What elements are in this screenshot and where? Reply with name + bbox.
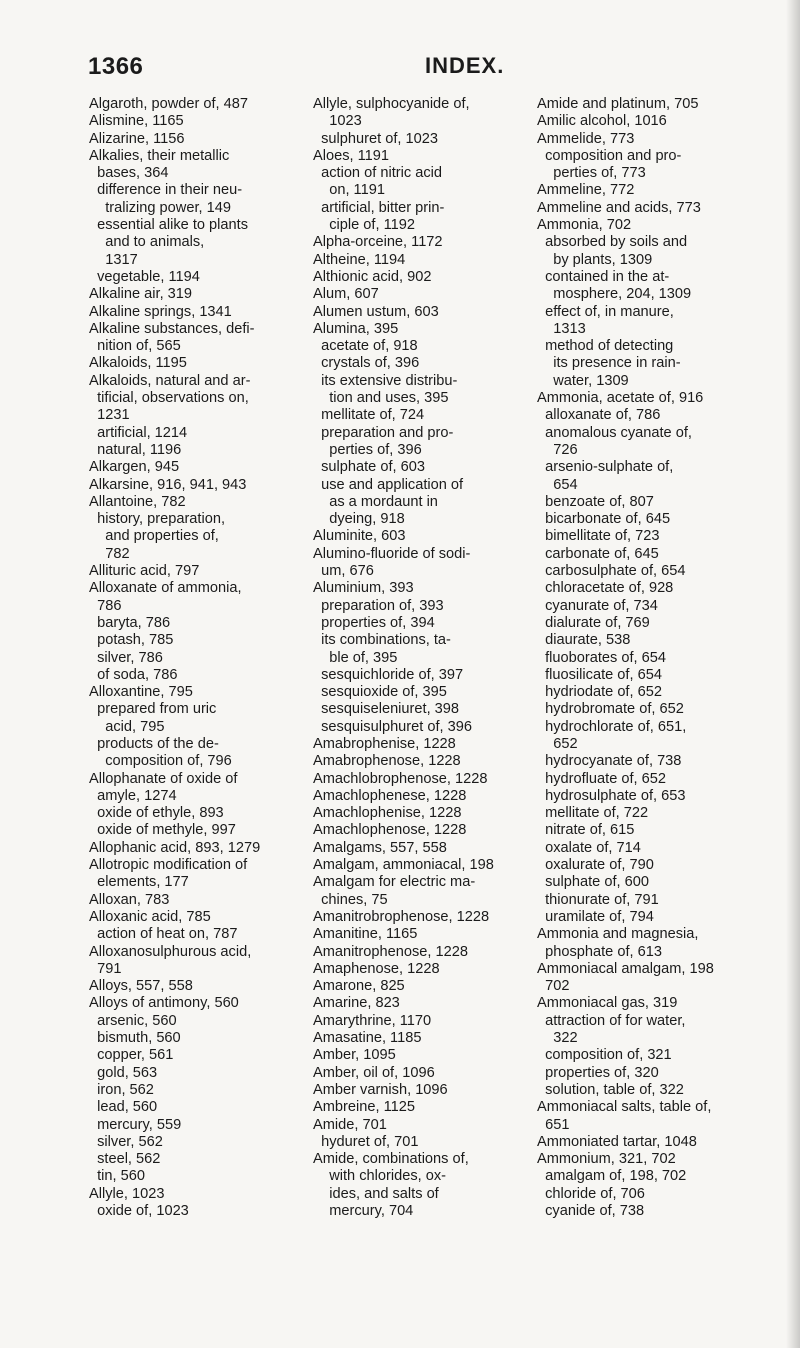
- index-entry: Alkaline springs, 1341: [89, 303, 232, 320]
- index-entry: Alumina, 395: [313, 320, 399, 337]
- index-entry: Amber varnish, 1096: [313, 1081, 448, 1098]
- index-entry: Amachlobrophenose, 1228: [313, 770, 488, 787]
- page-edge-shadow: [786, 0, 800, 1348]
- index-entry: water, 1309: [537, 372, 629, 389]
- index-entry: with chlorides, ox-: [313, 1168, 447, 1185]
- index-entry: Alloys, 557, 558: [89, 978, 193, 995]
- index-entry: ble of, 395: [313, 649, 398, 666]
- index-entry: essential alike to plants: [89, 217, 248, 234]
- index-entry: Allantoine, 782: [89, 493, 186, 510]
- index-entry: ides, and salts of: [313, 1185, 439, 1202]
- index-entry: Amanitrophenose, 1228: [313, 943, 468, 960]
- index-entry: Amarone, 825: [313, 978, 405, 995]
- index-entry: Alkarsine, 916, 941, 943: [89, 476, 247, 493]
- running-head: INDEX.: [425, 53, 505, 78]
- index-entry: fluoborates of, 654: [537, 649, 666, 666]
- index-entry: Ambreine, 1125: [313, 1099, 415, 1116]
- index-entry: Ammoniacal amalgam, 198: [537, 960, 714, 977]
- index-entry: arsenio-sulphate of,: [537, 459, 674, 476]
- index-entry: cyanide of, 738: [537, 1203, 645, 1219]
- index-entry: natural, 1196: [89, 441, 182, 458]
- index-entry: Amber, 1095: [313, 1047, 396, 1064]
- index-entry: diaurate, 538: [537, 632, 631, 649]
- index-column-2: [313, 96, 523, 1220]
- index-entry: sesquichloride of, 397: [313, 666, 464, 683]
- index-entry: Ammonia and magnesia,: [537, 926, 699, 943]
- index-entry: cyanurate of, 734: [537, 597, 658, 614]
- index-entry: mercury, 704: [313, 1203, 414, 1219]
- index-entry: its presence in rain-: [537, 355, 681, 372]
- index-entry: benzoate of, 807: [537, 493, 654, 510]
- index-entry: Allophanic acid, 893, 1279: [89, 839, 261, 856]
- index-entry: iron, 562: [89, 1081, 154, 1098]
- index-entry: composition of, 796: [89, 753, 232, 770]
- index-entry: Alkaloids, natural and ar-: [89, 372, 251, 389]
- index-entry: Alizarine, 1156: [89, 130, 185, 147]
- index-entry: action of nitric acid: [313, 165, 442, 182]
- index-entry: on, 1191: [313, 182, 385, 199]
- index-entry: Amasatine, 1185: [313, 1030, 422, 1047]
- index-entry: 1317: [89, 251, 138, 268]
- index-entry: 654: [537, 476, 578, 493]
- index-entry: preparation of, 393: [313, 597, 444, 614]
- index-entry: carbonate of, 645: [537, 545, 659, 562]
- index-entry: 652: [537, 735, 578, 752]
- index-entry: composition of, 321: [537, 1047, 672, 1064]
- index-entry: sulphate of, 603: [313, 459, 425, 476]
- index-entry: 726: [537, 441, 578, 458]
- index-entry: carbosulphate of, 654: [537, 563, 686, 580]
- index-entry: Ammonia, 702: [537, 217, 632, 234]
- index-entry: Alloxanic acid, 785: [89, 908, 211, 925]
- index-entry: potash, 785: [89, 632, 174, 649]
- index-entry: hydriodate of, 652: [537, 684, 662, 701]
- index-entry: hydrosulphate of, 653: [537, 787, 686, 804]
- index-entry: history, preparation,: [89, 511, 226, 528]
- index-entry: mellitate of, 722: [537, 805, 649, 822]
- index-entry: Amanitrobrophenose, 1228: [313, 908, 490, 925]
- index-entry: composition and pro-: [537, 147, 682, 164]
- index-entry: dyeing, 918: [313, 511, 405, 528]
- index-entry: by plants, 1309: [537, 251, 653, 268]
- index-entry: chloracetate of, 928: [537, 580, 674, 597]
- index-entry: chloride of, 706: [537, 1185, 645, 1202]
- index-entry: copper, 561: [89, 1047, 174, 1064]
- index-entry: of soda, 786: [89, 666, 178, 683]
- index-entry: Amabrophenise, 1228: [313, 735, 456, 752]
- index-entry: its combinations, ta-: [313, 632, 451, 649]
- index-entry: steel, 562: [89, 1151, 161, 1168]
- index-entry: oxide of methyle, 997: [89, 822, 236, 839]
- index-entry: Ammeline and acids, 773: [537, 199, 701, 216]
- index-entry: anomalous cyanate of,: [537, 424, 692, 441]
- index-entry: Amide and platinum, 705: [537, 96, 699, 112]
- index-entry: hyduret of, 701: [313, 1133, 419, 1150]
- index-entry: Aluminite, 603: [313, 528, 406, 545]
- index-entry: Amarythrine, 1170: [313, 1012, 432, 1029]
- index-entry: Alkalies, their metallic: [89, 147, 230, 164]
- index-entry: dialurate of, 769: [537, 614, 650, 631]
- index-entry: Alloxantine, 795: [89, 684, 193, 701]
- index-entry: oxide of, 1023: [89, 1203, 189, 1219]
- index-entry: oxalate of, 714: [537, 839, 641, 856]
- index-entry: Amalgam, ammoniacal, 198: [313, 857, 494, 874]
- index-entry: Ammoniacal gas, 319: [537, 995, 678, 1012]
- index-entry: ciple of, 1192: [313, 217, 415, 234]
- index-entry: fluosilicate of, 654: [537, 666, 662, 683]
- index-entry: Alloys of antimony, 560: [89, 995, 239, 1012]
- index-entry: hydrobromate of, 652: [537, 701, 684, 718]
- index-entry: silver, 562: [89, 1133, 163, 1150]
- index-entry: arsenic, 560: [89, 1012, 177, 1029]
- page-number: 1366: [88, 53, 144, 80]
- index-entry: oxalurate of, 790: [537, 857, 654, 874]
- index-entry: preparation and pro-: [313, 424, 454, 441]
- index-entry: gold, 563: [89, 1064, 158, 1081]
- index-entry: Althionic acid, 902: [313, 268, 432, 285]
- index-entry: Altheine, 1194: [313, 251, 406, 268]
- index-entry: sulphuret of, 1023: [313, 130, 438, 147]
- index-entry: 1313: [537, 320, 586, 337]
- index-entry: Allyle, sulphocyanide of,: [313, 96, 470, 112]
- index-entry: use and application of: [313, 476, 464, 493]
- index-entry: 1231: [89, 407, 130, 424]
- index-entry: Allyle, 1023: [89, 1185, 165, 1202]
- index-entry: Alumino-fluoride of sodi-: [313, 545, 471, 562]
- index-entry: Amalgam for electric ma-: [313, 874, 476, 891]
- index-entry: Amide, 701: [313, 1116, 387, 1133]
- index-entry: Amachlophenese, 1228: [313, 787, 467, 804]
- index-entry: amyle, 1274: [89, 787, 177, 804]
- index-entry: Alkaline air, 319: [89, 286, 193, 303]
- index-entry: hydrofluate of, 652: [537, 770, 666, 787]
- index-entry: Amarine, 823: [313, 995, 400, 1012]
- index-entry: sesquioxide of, 395: [313, 684, 447, 701]
- index-entry: Amachlophenise, 1228: [313, 805, 462, 822]
- index-entry: Ammonia, acetate of, 916: [537, 390, 704, 407]
- index-entry: Aloes, 1191: [313, 147, 389, 164]
- index-entry: hydrocyanate of, 738: [537, 753, 682, 770]
- index-entry: Alkargen, 945: [89, 459, 180, 476]
- index-entry: vegetable, 1194: [89, 268, 200, 285]
- index-entry: Alloxanosulphurous acid,: [89, 943, 252, 960]
- index-entry: tralizing power, 149: [89, 199, 231, 216]
- index-entry: 702: [537, 978, 570, 995]
- index-entry: and properties of,: [89, 528, 219, 545]
- index-entry: 322: [537, 1030, 578, 1047]
- index-entry: Algaroth, powder of, 487: [89, 96, 249, 112]
- index-entry: Allituric acid, 797: [89, 563, 200, 580]
- index-entry: method of detecting: [537, 338, 674, 355]
- index-entry: Amanitine, 1165: [313, 926, 418, 943]
- index-entry: sesquiseleniuret, 398: [313, 701, 460, 718]
- index-entry: Amalgams, 557, 558: [313, 839, 447, 856]
- index-entry: properties of, 394: [313, 614, 435, 631]
- index-entry: thionurate of, 791: [537, 891, 659, 908]
- index-entry: 786: [89, 597, 122, 614]
- index-entry: Aluminium, 393: [313, 580, 414, 597]
- index-entry: alloxanate of, 786: [537, 407, 661, 424]
- index-entry: solution, table of, 322: [537, 1081, 684, 1098]
- index-entry: as a mordaunt in: [313, 493, 438, 510]
- index-entry: Alloxan, 783: [89, 891, 170, 908]
- index-entry: crystals of, 396: [313, 355, 420, 372]
- index-entry: difference in their neu-: [89, 182, 243, 199]
- index-entry: Allophanate of oxide of: [89, 770, 238, 787]
- index-entry: Alpha-orceine, 1172: [313, 234, 443, 251]
- index-entry: bismuth, 560: [89, 1030, 181, 1047]
- index-entry: tion and uses, 395: [313, 390, 449, 407]
- index-entry: tin, 560: [89, 1168, 145, 1185]
- index-entry: chines, 75: [313, 891, 388, 908]
- index-entry: bicarbonate of, 645: [537, 511, 671, 528]
- index-entry: artificial, bitter prin-: [313, 199, 445, 216]
- index-entry: baryta, 786: [89, 614, 171, 631]
- index-entry: and to animals,: [89, 234, 205, 251]
- index-entry: action of heat on, 787: [89, 926, 238, 943]
- index-entry: hydrochlorate of, 651,: [537, 718, 687, 735]
- index-entry: Amilic alcohol, 1016: [537, 113, 667, 130]
- index-column-3: [537, 96, 752, 1220]
- index-entry: Alismine, 1165: [89, 113, 184, 130]
- index-entry: its extensive distribu-: [313, 372, 458, 389]
- index-entry: Amber, oil of, 1096: [313, 1064, 435, 1081]
- index-entry: Ammeline, 772: [537, 182, 635, 199]
- index-entry: properties of, 320: [537, 1064, 659, 1081]
- index-entry: 1023: [313, 113, 362, 130]
- index-entry: phosphate of, 613: [537, 943, 662, 960]
- index-entry: silver, 786: [89, 649, 163, 666]
- index-entry: 651: [537, 1116, 570, 1133]
- index-entry: effect of, in manure,: [537, 303, 674, 320]
- page-header: [88, 53, 760, 87]
- index-entry: Alloxanate of ammonia,: [89, 580, 242, 597]
- index-entry: mosphere, 204, 1309: [537, 286, 692, 303]
- index-entry: Allotropic modification of: [89, 857, 248, 874]
- index-entry: Amaphenose, 1228: [313, 960, 440, 977]
- index-entry: bimellitate of, 723: [537, 528, 660, 545]
- index-entry: 782: [89, 545, 130, 562]
- index-entry: sulphate of, 600: [537, 874, 649, 891]
- index-entry: perties of, 773: [537, 165, 646, 182]
- index-entry: tificial, observations on,: [89, 390, 249, 407]
- index-column-1: [89, 96, 299, 1220]
- index-entry: Alkaloids, 1195: [89, 355, 187, 372]
- index-entry: artificial, 1214: [89, 424, 188, 441]
- index-entry: attraction of for water,: [537, 1012, 686, 1029]
- index-entry: Alkaline substances, defi-: [89, 320, 255, 337]
- index-entry: lead, 560: [89, 1099, 158, 1116]
- index-entry: Ammoniated tartar, 1048: [537, 1133, 697, 1150]
- index-entry: elements, 177: [89, 874, 189, 891]
- index-entry: acid, 795: [89, 718, 165, 735]
- index-entry: contained in the at-: [537, 268, 670, 285]
- index-entry: mercury, 559: [89, 1116, 182, 1133]
- index-entry: prepared from uric: [89, 701, 217, 718]
- index-entry: Amide, combinations of,: [313, 1151, 469, 1168]
- index-entry: nitrate of, 615: [537, 822, 635, 839]
- index-entry: oxide of ethyle, 893: [89, 805, 224, 822]
- index-entry: Ammoniacal salts, table of,: [537, 1099, 712, 1116]
- index-entry: Alum, 607: [313, 286, 379, 303]
- index-entry: uramilate of, 794: [537, 908, 654, 925]
- index-entry: nition of, 565: [89, 338, 181, 355]
- index-entry: 791: [89, 960, 122, 977]
- index-entry: um, 676: [313, 563, 374, 580]
- index-entry: sesquisulphuret of, 396: [313, 718, 473, 735]
- index-entry: bases, 364: [89, 165, 169, 182]
- index-entry: acetate of, 918: [313, 338, 418, 355]
- index-entry: absorbed by soils and: [537, 234, 688, 251]
- index-entry: mellitate of, 724: [313, 407, 425, 424]
- index-entry: Amabrophenose, 1228: [313, 753, 461, 770]
- index-entry: perties of, 396: [313, 441, 422, 458]
- index-entry: products of the de-: [89, 735, 219, 752]
- index-entry: Ammonium, 321, 702: [537, 1151, 676, 1168]
- index-entry: Alumen ustum, 603: [313, 303, 439, 320]
- index-entry: amalgam of, 198, 702: [537, 1168, 687, 1185]
- index-entry: Amachlophenose, 1228: [313, 822, 467, 839]
- index-entry: Ammelide, 773: [537, 130, 635, 147]
